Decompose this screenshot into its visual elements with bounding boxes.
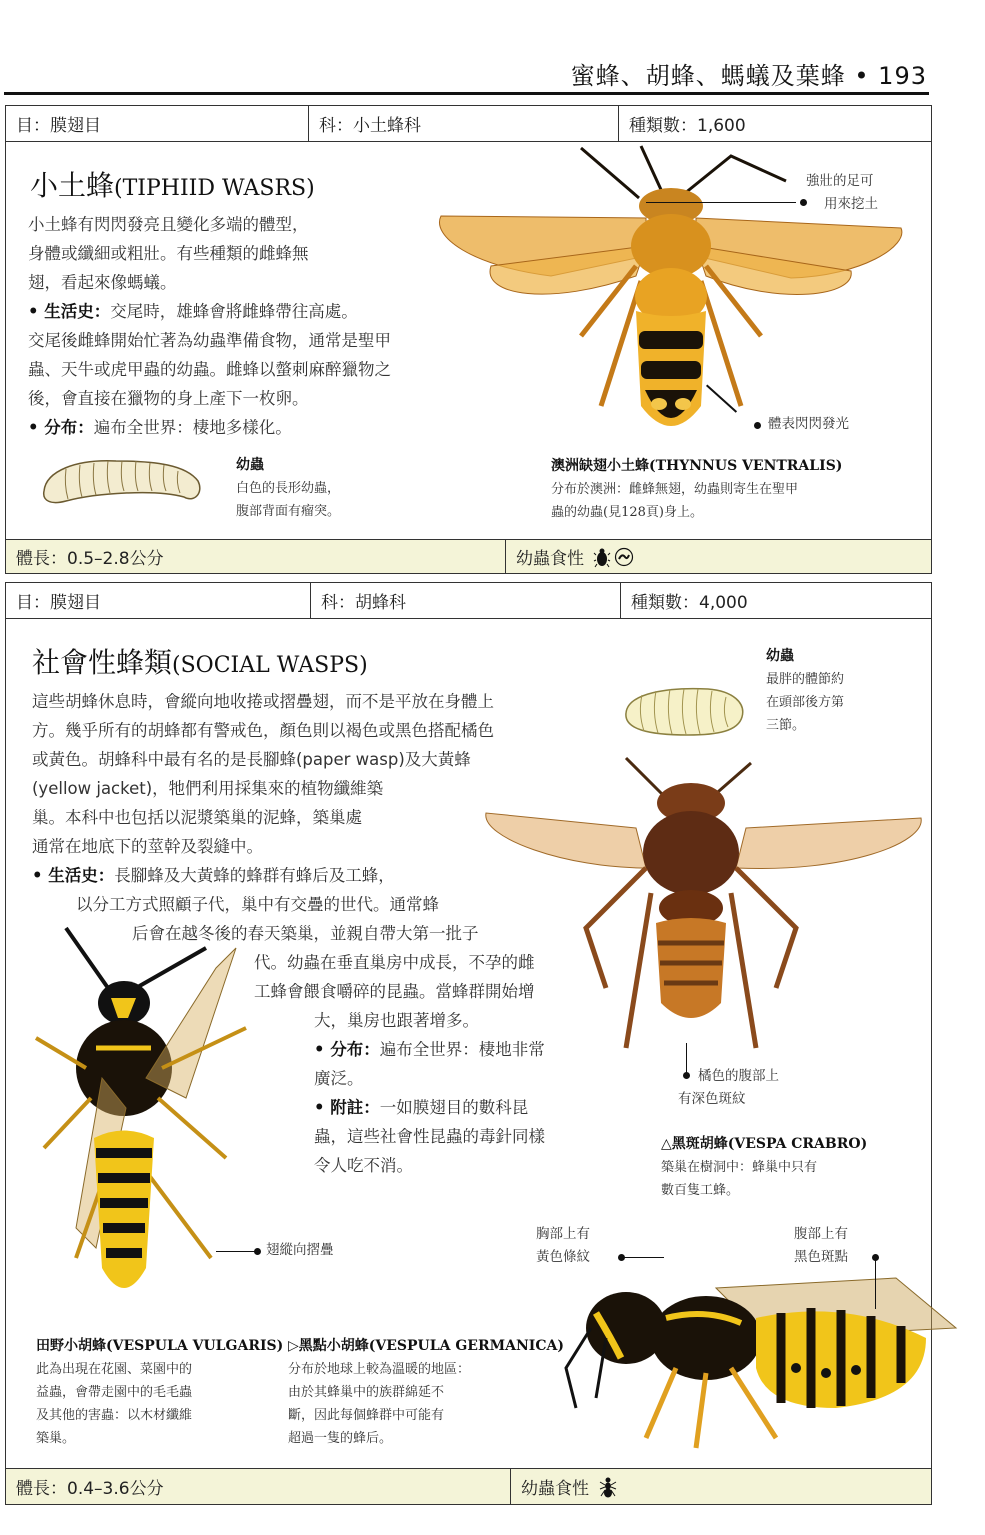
leader-line (646, 202, 796, 203)
text-line: 後，會直接在獵物的身上產下一枚卵。 (28, 389, 309, 408)
callout-line: 胸部上有 (536, 1226, 590, 1242)
body-length-cell: 體長：0.4–3.6公分 (6, 1469, 511, 1504)
text-line: 蟲，這些社會性昆蟲的毒針同樣 (314, 1127, 545, 1146)
running-header: 蜜蜂、胡蜂、螞蟻及葉蜂 • 193 (570, 62, 927, 90)
order-cell: 目：膜翅目 (6, 106, 309, 141)
caption-line: 及其他的害蟲：以木材纖維 (36, 1408, 193, 1423)
note-head: • 附註： (314, 1098, 380, 1117)
larva-diet-label: 幼蟲食性 (516, 549, 584, 569)
callout-line: 橘色的腹部上 (698, 1068, 779, 1084)
leader-line (875, 1259, 876, 1309)
text-line: 通常在地底下的莖幹及裂縫中。 (32, 837, 263, 856)
species-count-cell: 種類數：4,000 (631, 593, 748, 613)
title-en: (SOCIAL WASPS) (172, 653, 368, 678)
leader-line (216, 1251, 256, 1252)
hornet-caption-title: △黑斑胡蜂(VESPA CRABRO) (661, 1136, 868, 1152)
caption-line: 築巢。 (36, 1431, 76, 1446)
leader-dot (754, 422, 761, 429)
caterpillar-icon (614, 547, 634, 567)
text-line: 后會在越冬後的春天築巢，並親自帶大第一批子 (132, 924, 479, 943)
section-footer (6, 1468, 931, 1504)
larva-diet-cell (506, 540, 931, 573)
larva-diet-label: 幼蟲食性 (521, 1479, 589, 1499)
taxonomy-row (6, 583, 931, 619)
caption-line: 由於其蜂巢中的族群綿延不 (288, 1385, 445, 1400)
hornet-image (486, 758, 926, 1088)
caption-line: 最胖的體節約 (766, 672, 845, 687)
section-social-wasps (5, 582, 932, 1505)
callout-legs (806, 170, 878, 216)
vulgaris-caption (36, 1335, 283, 1450)
hornet-caption (661, 1133, 867, 1202)
caption-line: 白色的長形幼蟲， (236, 481, 341, 496)
order-cell: 目：膜翅目 (6, 583, 311, 618)
caption-line: 分布於澳洲：雌蜂無翅，幼蟲則寄生在聖甲 (551, 482, 799, 497)
vulgaris-caption-title: 田野小胡蜂(VESPULA VULGARIS) (36, 1338, 284, 1354)
caption-line: 超過一隻的蜂后。 (288, 1431, 393, 1446)
species-caption (551, 455, 921, 524)
species-count-cell: 種類數：1,600 (629, 116, 746, 136)
caption-line: 築巢在樹洞中：蜂巢中只有 (661, 1160, 818, 1175)
text-line: 一如膜翅目的數科昆 (379, 1098, 529, 1117)
callout-wings-folded: 翅縱向摺疊 (266, 1242, 334, 1258)
text-line: 交尾後雌蜂開始忙著為幼蟲準備食物，通常是聖甲 (28, 331, 391, 350)
text-line: 交尾時，雄蜂會將雌蜂帶往高處。 (110, 302, 358, 321)
callout-body: 體表閃閃發光 (768, 416, 849, 432)
life-history-head: • 生活史： (32, 866, 115, 885)
caption-line: 此為出現在花園、菜園中的 (36, 1362, 193, 1377)
species-caption-title: 澳洲缺翅小土蜂(THYNNUS VENTRALIS) (551, 458, 843, 474)
text-line: 這些胡蜂休息時，會縱向地收捲或摺疊翅，而不是平放在身體上 (32, 692, 494, 711)
taxonomy-row (6, 106, 931, 142)
vespula-vulgaris-image (36, 928, 286, 1328)
callout-line: 有深色斑紋 (678, 1091, 746, 1107)
text-line: 大，巢房也跟著增多。 (314, 1011, 479, 1030)
beetle-icon (594, 547, 610, 567)
text-line: 巢。本科中也包括以泥漿築巢的泥蜂，築巢處 (32, 808, 362, 827)
callout-line: 用來挖土 (824, 196, 878, 212)
text-line: 代。幼蟲在垂直巢房中成長，不孕的雌 (254, 953, 535, 972)
text-line: 工蜂會餵食嚼碎的昆蟲。當蜂群開始增 (254, 982, 535, 1001)
distribution-head: • 分布： (314, 1040, 380, 1059)
germanica-caption-title: ▷黑點小胡蜂(VESPULA GERMANICA) (288, 1338, 564, 1354)
title-en: (TIPHIID WASRS) (114, 176, 315, 201)
text-line: 廣泛。 (314, 1069, 364, 1088)
section-tiphiid (5, 105, 932, 574)
callout-line: 腹部上有 (794, 1226, 848, 1242)
title-zh: 小土蜂 (30, 169, 115, 202)
intro-text (28, 210, 488, 442)
section-title (30, 164, 315, 204)
caption-line: 益蟲，會帶走園中的毛毛蟲 (36, 1385, 193, 1400)
section-title (32, 641, 368, 681)
caption-line: 數百隻工蜂。 (661, 1183, 740, 1198)
tiphiid-larva-image (36, 451, 206, 511)
header-rule (4, 92, 929, 95)
larva-title: 幼蟲 (236, 457, 264, 473)
social-wasp-larva-image (618, 683, 748, 739)
callout-line: 強壯的足可 (806, 173, 874, 189)
family-cell: 科：小土蜂科 (309, 106, 619, 141)
caption-line: 腹部背面有瘤突。 (236, 504, 341, 519)
text-line: (yellow jacket)，牠們利用採集來的植物纖維築 (32, 779, 384, 798)
text-line: 令人吃不消。 (314, 1156, 413, 1175)
text-line: 身體或纖細或粗壯。有些種類的雌蜂無 (28, 244, 309, 263)
ant-icon (599, 1476, 617, 1498)
text-line: 以分工方式照顧子代，巢中有交疊的世代。通常蜂 (76, 895, 439, 914)
larva-caption (236, 454, 340, 523)
callout-line: 黑色斑點 (794, 1249, 848, 1265)
text-line: 或黃色。胡蜂科中最有名的是長腳蜂(paper wasp)及大黃蜂 (32, 750, 471, 769)
text-line: 方。幾乎所有的胡蜂都有警戒色，顏色則以褐色或黑色搭配橘色 (32, 721, 494, 740)
callout-abdomen-spots (794, 1223, 848, 1269)
text-line: 遍布全世界：棲地多樣化。 (93, 418, 292, 437)
callout-thorax-stripes (536, 1223, 590, 1269)
distribution-head: • 分布： (28, 418, 94, 437)
text-line: 翅，看起來像螞蟻。 (28, 273, 177, 292)
text-line: 遍布全世界：棲地非常 (379, 1040, 545, 1059)
vespula-germanica-image (566, 1258, 946, 1468)
body-length-cell: 體長：0.5–2.8公分 (6, 540, 506, 573)
title-zh: 社會性蜂類 (32, 646, 173, 679)
caption-line: 三節。 (766, 718, 806, 733)
callout-line: 黃色條紋 (536, 1249, 590, 1265)
leader-dot (254, 1248, 261, 1255)
text-line: 小土蜂有閃閃發亮且變化多端的體型， (28, 215, 309, 234)
text-line: 蟲、天牛或虎甲蟲的幼蟲。雌蜂以螫刺麻醉獵物之 (28, 360, 391, 379)
larva-title: 幼蟲 (766, 648, 794, 664)
text-line: 長腳蜂及大黃蜂的蜂群有蜂后及工蜂， (114, 866, 395, 885)
germanica-caption (288, 1335, 564, 1450)
caption-line: 分布於地球上較為溫暖的地區： (288, 1362, 471, 1377)
life-history-head: • 生活史： (28, 302, 111, 321)
larva-diet-cell (511, 1469, 931, 1504)
leader-line (624, 1257, 664, 1258)
family-cell: 科：胡蜂科 (311, 583, 621, 618)
section-footer (6, 539, 931, 573)
larva-caption (766, 645, 844, 737)
callout-orange-abdomen (678, 1065, 779, 1111)
caption-line: 斷，因此每個蜂群中可能有 (288, 1408, 445, 1423)
caption-line: 蟲的幼蟲(見128頁)身上。 (551, 505, 703, 520)
caption-line: 在頭部後方第 (766, 695, 845, 710)
